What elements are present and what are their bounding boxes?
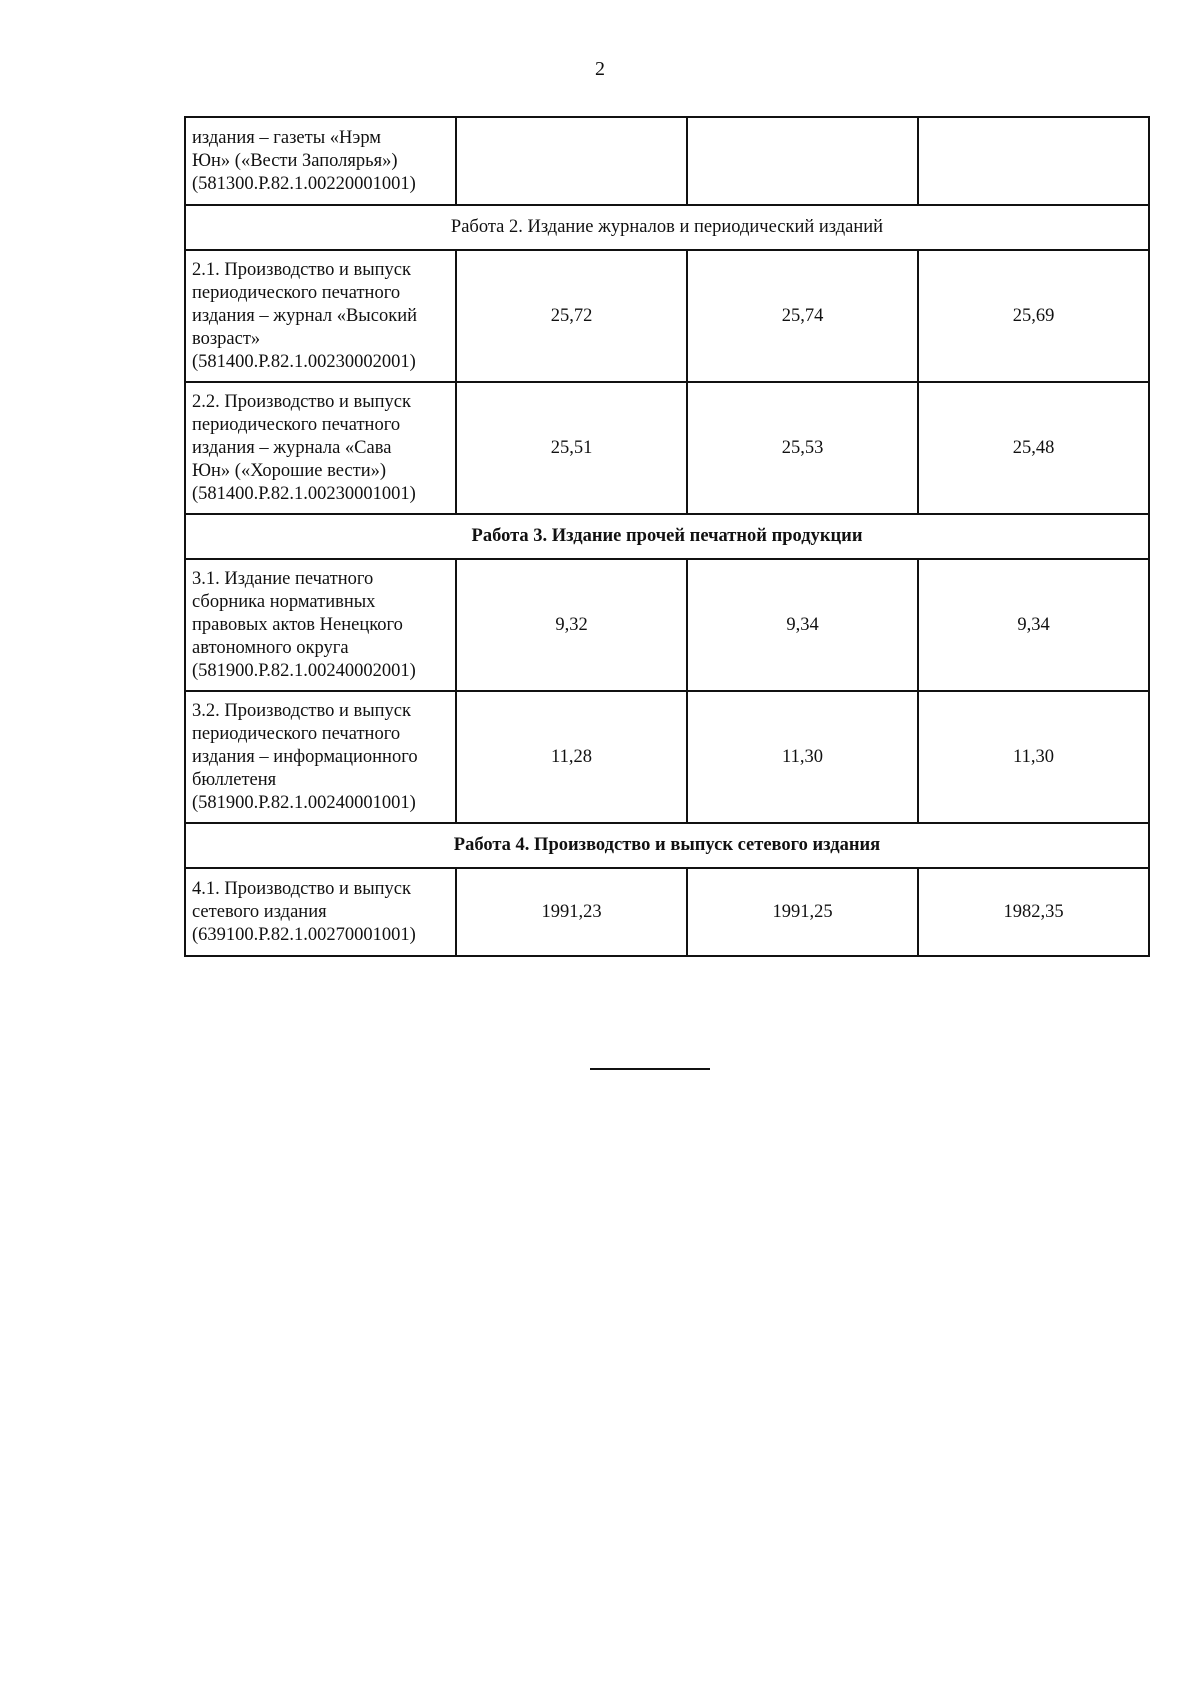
item-name-line: сборника нормативных <box>192 591 376 612</box>
value-cell-1 <box>456 117 687 205</box>
section-title: Работа 2. Издание журналов и периодический изданий <box>450 217 884 237</box>
table-row <box>185 250 1149 382</box>
item-name-line: (581400.Р.82.1.00230002001) <box>192 351 416 372</box>
item-name-line: бюллетеня <box>192 769 277 790</box>
item-name-line: возраст» <box>192 328 261 349</box>
section-title: Работа 4. Производство и выпуск сетевого издания <box>453 835 881 855</box>
value-cell-2 <box>687 382 918 514</box>
item-name-line: сетевого издания <box>192 901 327 922</box>
table-row <box>185 868 1149 956</box>
value-cell-1 <box>456 382 687 514</box>
item-name-cell <box>185 382 456 514</box>
value-cell-1 <box>456 691 687 823</box>
item-name-line: Юн» («Вести Заполярья») <box>192 150 398 171</box>
item-name-line: издания – информационного <box>192 746 418 767</box>
item-name-line: правовых актов Ненецкого <box>192 614 403 635</box>
table-body <box>185 117 1149 956</box>
item-name-line: (581900.Р.82.1.00240002001) <box>192 660 416 681</box>
item-name-cell <box>185 691 456 823</box>
item-name-cell <box>185 117 456 205</box>
value-text: 1991,23 <box>541 901 602 922</box>
value-text: 25,72 <box>550 305 593 326</box>
section-header-cell <box>185 514 1149 559</box>
value-cell-1 <box>456 868 687 956</box>
item-name-line: периодического печатного <box>192 414 401 435</box>
value-cell-3 <box>918 559 1149 691</box>
table-row <box>185 117 1149 205</box>
value-text: 9,32 <box>555 614 588 635</box>
item-name-line: (639100.Р.82.1.00270001001) <box>192 924 416 945</box>
value-text: 25,69 <box>1012 305 1055 326</box>
value-text: 9,34 <box>1017 614 1050 635</box>
value-text: 9,34 <box>786 614 819 635</box>
section-row <box>185 205 1149 250</box>
item-name-line: периодического печатного <box>192 282 401 303</box>
item-name-line: автономного округа <box>192 637 349 658</box>
value-cell-3 <box>918 250 1149 382</box>
value-cell-2 <box>687 559 918 691</box>
section-row <box>185 823 1149 868</box>
section-header-cell <box>185 823 1149 868</box>
section-title: Работа 3. Издание прочей печатной продукции <box>471 526 863 546</box>
value-cell-2 <box>687 250 918 382</box>
item-name-line: 3.1. Издание печатного <box>192 568 374 589</box>
value-text: 25,48 <box>1012 437 1055 458</box>
section-row <box>185 514 1149 559</box>
value-cell-1 <box>456 559 687 691</box>
item-name-line: (581900.Р.82.1.00240001001) <box>192 792 416 813</box>
value-text: 1991,25 <box>772 901 833 922</box>
table-row <box>185 559 1149 691</box>
value-cell-2 <box>687 117 918 205</box>
item-name-line: (581300.Р.82.1.00220001001) <box>192 173 416 194</box>
page-number: 2 <box>595 58 605 80</box>
value-text: 25,53 <box>781 437 824 458</box>
value-cell-2 <box>687 868 918 956</box>
item-name-line: 2.1. Производство и выпуск <box>192 259 412 280</box>
document-table <box>184 116 1150 957</box>
end-of-document-rule <box>590 1068 710 1070</box>
value-text: 25,74 <box>781 305 824 326</box>
value-text: 25,51 <box>550 437 593 458</box>
value-cell-2 <box>687 691 918 823</box>
item-name-line: издания – газеты «Нэрм <box>192 127 381 148</box>
value-cell-3 <box>918 117 1149 205</box>
item-name-line: издания – журнал «Высокий <box>192 305 417 326</box>
item-name-line: (581400.Р.82.1.00230001001) <box>192 483 416 504</box>
section-header-cell <box>185 205 1149 250</box>
item-name-cell <box>185 250 456 382</box>
item-name-line: 4.1. Производство и выпуск <box>192 878 412 899</box>
value-cell-3 <box>918 382 1149 514</box>
value-text: 11,30 <box>1013 746 1054 767</box>
item-name-line: 3.2. Производство и выпуск <box>192 700 412 721</box>
item-name-cell <box>185 868 456 956</box>
value-cell-3 <box>918 868 1149 956</box>
item-name-line: 2.2. Производство и выпуск <box>192 391 412 412</box>
item-name-line: периодического печатного <box>192 723 401 744</box>
item-name-line: издания – журнала «Сава <box>192 437 392 458</box>
value-text: 1982,35 <box>1003 901 1064 922</box>
table-row <box>185 691 1149 823</box>
value-cell-3 <box>918 691 1149 823</box>
item-name-cell <box>185 559 456 691</box>
value-text: 11,28 <box>551 746 592 767</box>
table-row <box>185 382 1149 514</box>
value-text: 11,30 <box>782 746 823 767</box>
value-cell-1 <box>456 250 687 382</box>
item-name-line: Юн» («Хорошие вести») <box>192 460 387 481</box>
